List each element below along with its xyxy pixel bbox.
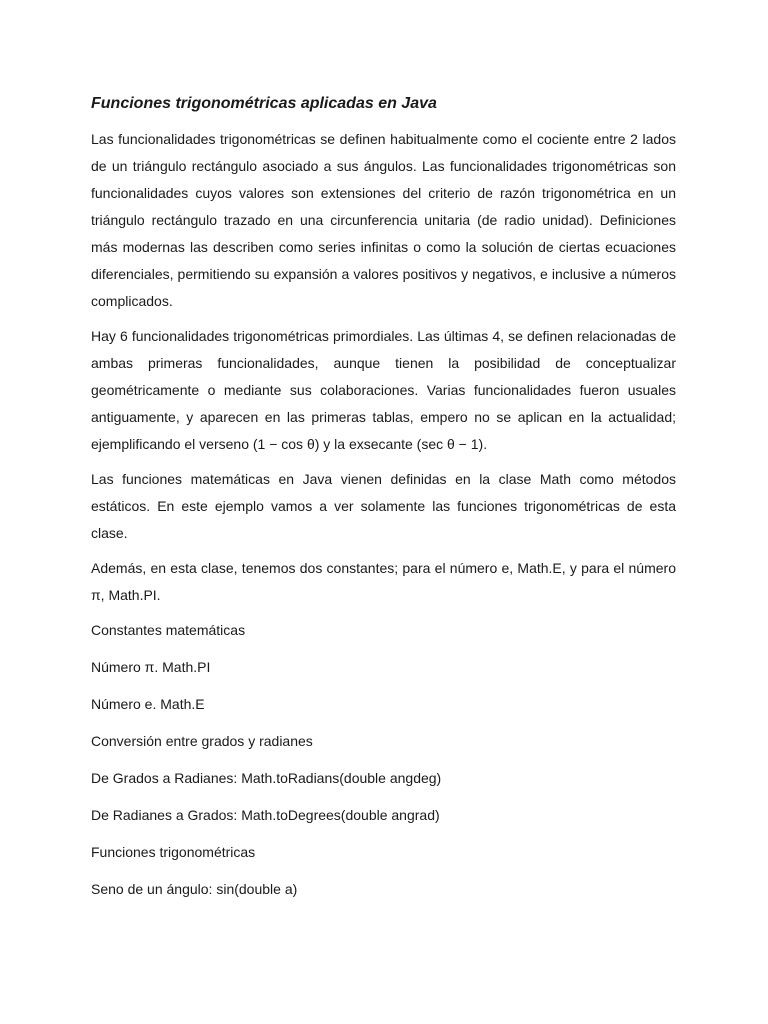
line-sine-function: Seno de un ángulo: sin(double a) bbox=[91, 881, 298, 897]
heading-trig-functions: Funciones trigonométricas bbox=[91, 844, 256, 860]
line-to-radians: De Grados a Radianes: Math.toRadians(double angdeg) bbox=[91, 770, 442, 786]
paragraph-trig-definition: Las funcionalidades trigonométricas se definen habitualmente como el cociente entre 2 lados de un triángulo rectángulo asociado a sus ángulos. Las funcionalidades trigonométricas son funcionalidades cuyos valores son extensiones del criterio de razón trigonométrica en un triángulo rectángulo trazado en una circunferencia unitaria (de radio unidad). Definiciones más modernas las describen como series infinitas o como la solución de ciertas ecuaciones diferenciales, permitiendo su expansión a valores positivos y negativos, e inclusive a números complicados. bbox=[91, 131, 676, 309]
line-pi-constant: Número π. Math.PI bbox=[91, 659, 211, 675]
heading-degree-radian-conversion: Conversión entre grados y radianes bbox=[91, 733, 313, 749]
document-page bbox=[91, 92, 676, 913]
paragraph-constants: Además, en esta clase, tenemos dos constantes; para el número e, Math.E, y para el número π, Math.PI. bbox=[91, 560, 676, 603]
line-to-degrees: De Radianes a Grados: Math.toDegrees(double angrad) bbox=[91, 807, 440, 823]
paragraph-java-math-class: Las funciones matemáticas en Java vienen definidas en la clase Math como métodos estáticos. En este ejemplo vamos a ver solamente las funciones trigonométricas de esta clase. bbox=[91, 471, 676, 541]
heading-math-constants: Constantes matemáticas bbox=[91, 622, 246, 638]
paragraph-primary-functions: Hay 6 funcionalidades trigonométricas primordiales. Las últimas 4, se definen relacionadas de ambas primeras funcionalidades, aunque tienen la posibilidad de conceptualizar geométricamente o mediante sus colaboraciones. Varias funcionalidades fueron usuales antiguamente, y aparecen en las primeras tablas, empero no se aplican en la actualidad; ejemplificando el verseno (1 − cos θ) y la exsecante (sec θ − 1). bbox=[91, 328, 676, 452]
document-title: Funciones trigonométricas aplicadas en Java bbox=[91, 95, 437, 112]
line-e-constant: Número e. Math.E bbox=[91, 696, 205, 712]
